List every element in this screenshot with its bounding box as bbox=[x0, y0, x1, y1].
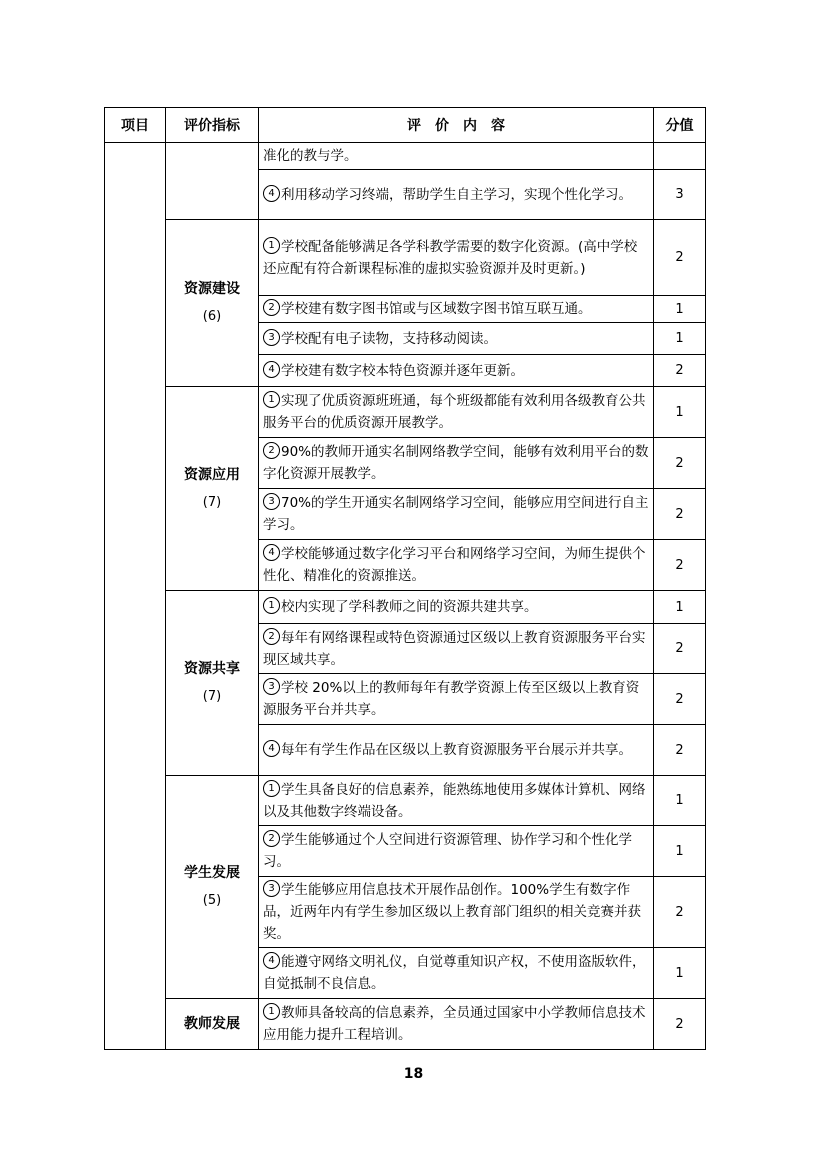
score-cell: 2 bbox=[654, 624, 706, 674]
category-cell bbox=[166, 776, 259, 999]
item-number: 4 bbox=[263, 185, 280, 202]
content-text: 学校能够通过数字化学习平台和网络学习空间，为师生提供个性化、精准化的资源推送。 bbox=[263, 546, 646, 584]
item-number: 4 bbox=[263, 544, 280, 561]
header-content: 评 价 内 容 bbox=[259, 108, 654, 143]
content-text: 学校建有数字校本特色资源并逐年更新。 bbox=[281, 362, 524, 379]
score-cell: 2 bbox=[654, 489, 706, 540]
indicator-cell-continued bbox=[166, 143, 259, 220]
score-cell: 2 bbox=[654, 540, 706, 591]
category-points: (7) bbox=[202, 494, 222, 510]
content-cell bbox=[259, 624, 654, 674]
table-row bbox=[105, 776, 706, 826]
content-text: 实现了优质资源班班通，每个班级都能有效利用各级教育公共服务平台的优质资源开展教学。 bbox=[263, 393, 646, 431]
content-cell bbox=[259, 489, 654, 540]
content-text: 利用移动学习终端，帮助学生自主学习，实现个性化学习。 bbox=[281, 186, 632, 203]
category-name: 学生发展 bbox=[184, 865, 240, 881]
table-row bbox=[105, 591, 706, 624]
item-number: 3 bbox=[263, 329, 280, 346]
page-number: 18 bbox=[403, 1066, 424, 1082]
content-text: 学生能够通过个人空间进行资源管理、协作学习和个性化学习。 bbox=[263, 832, 632, 870]
category-points: (5) bbox=[202, 893, 222, 908]
score-cell: 1 bbox=[654, 591, 706, 624]
content-text: 学生能够应用信息技术开展作品创作。100%学生有数字作品，近两年内有学生参加区级以上教育部门组织的相关竞赛并获奖。 bbox=[263, 882, 641, 942]
item-number: 3 bbox=[263, 678, 280, 695]
category-cell bbox=[166, 999, 259, 1050]
category-name: 资源应用 bbox=[184, 466, 240, 483]
content-text: 每年有网络课程或特色资源通过区级以上教育资源服务平台实现区域共享。 bbox=[263, 629, 646, 668]
item-number: 2 bbox=[263, 830, 280, 847]
content-cell bbox=[259, 674, 654, 725]
item-number: 2 bbox=[263, 628, 280, 645]
item-number: 2 bbox=[263, 442, 280, 459]
category-name: 教师发展 bbox=[184, 1016, 240, 1032]
content-cell bbox=[259, 540, 654, 591]
content-cell bbox=[259, 438, 654, 489]
header-score: 分值 bbox=[654, 108, 706, 143]
table-row bbox=[105, 143, 706, 170]
item-number: 4 bbox=[263, 952, 280, 969]
score-cell: 1 bbox=[654, 323, 706, 355]
content-cell bbox=[259, 877, 654, 948]
content-cell bbox=[259, 323, 654, 355]
header-indicator: 评价指标 bbox=[166, 108, 259, 143]
project-cell bbox=[105, 143, 166, 1050]
content-cell bbox=[259, 355, 654, 387]
score-cell: 2 bbox=[654, 220, 706, 296]
score-cell: 2 bbox=[654, 877, 706, 948]
content-cell bbox=[259, 725, 654, 776]
content-text: 学生具备良好的信息素养，能熟练地使用多媒体计算机、网络以及其他数字终端设备。 bbox=[263, 781, 646, 820]
content-text: 能遵守网络文明礼仪，自觉尊重知识产权，不使用盗版软件，自觉抵制不良信息。 bbox=[263, 954, 646, 992]
score-cell: 1 bbox=[654, 776, 706, 826]
content-cell bbox=[259, 999, 654, 1050]
content-cell bbox=[259, 776, 654, 826]
content-cell bbox=[259, 826, 654, 877]
content-text: 70%的学生开通实名制网络学习空间，能够应用空间进行自主学习。 bbox=[263, 495, 649, 533]
score-cell: 1 bbox=[654, 387, 706, 438]
item-number: 2 bbox=[263, 299, 280, 316]
category-cell bbox=[166, 387, 259, 591]
item-number: 4 bbox=[263, 361, 280, 378]
content-cell bbox=[259, 948, 654, 999]
table-row bbox=[105, 220, 706, 296]
score-cell: 2 bbox=[654, 674, 706, 725]
score-cell: 1 bbox=[654, 296, 706, 323]
score-cell: 2 bbox=[654, 438, 706, 489]
content-text: 学校建有数字图书馆或与区域数字图书馆互联互通。 bbox=[281, 301, 592, 317]
content-cell bbox=[259, 170, 654, 220]
score-cell: 3 bbox=[654, 170, 706, 220]
content-text: 每年有学生作品在区级以上教育资源服务平台展示并共享。 bbox=[281, 742, 632, 758]
content-cell bbox=[259, 296, 654, 323]
item-number: 3 bbox=[263, 493, 280, 510]
content-text: 学校配备能够满足各学科教学需要的数字化资源。(高中学校还应配有符合新课程标准的虚拟实验资源并及时更新。) bbox=[263, 238, 638, 277]
item-number: 1 bbox=[263, 1003, 280, 1020]
item-number: 1 bbox=[263, 237, 280, 254]
score-cell: 1 bbox=[654, 826, 706, 877]
content-text: 90%的教师开通实名制网络教学空间，能够有效利用平台的数字化资源开展教学。 bbox=[263, 444, 649, 482]
category-cell bbox=[166, 591, 259, 776]
header-project: 项目 bbox=[105, 108, 166, 143]
score-cell bbox=[654, 143, 706, 170]
content-text: 教师具备较高的信息素养，全员通过国家中小学教师信息技术应用能力提升工程培训。 bbox=[263, 1005, 646, 1043]
score-cell: 2 bbox=[654, 355, 706, 387]
content-text: 准化的教与学。 bbox=[263, 148, 358, 164]
content-cell bbox=[259, 143, 654, 170]
item-number: 1 bbox=[263, 597, 280, 614]
table-row bbox=[105, 387, 706, 438]
header-row bbox=[105, 108, 706, 143]
item-number: 4 bbox=[263, 740, 280, 757]
category-name: 资源建设 bbox=[184, 281, 240, 297]
score-cell: 1 bbox=[654, 948, 706, 999]
score-cell: 2 bbox=[654, 999, 706, 1050]
category-points: (6) bbox=[202, 309, 222, 324]
item-number: 1 bbox=[263, 780, 280, 797]
content-cell bbox=[259, 220, 654, 296]
item-number: 3 bbox=[263, 880, 280, 897]
content-text: 校内实现了学科教师之间的资源共建共享。 bbox=[281, 599, 538, 615]
content-cell bbox=[259, 387, 654, 438]
category-cell bbox=[166, 220, 259, 387]
content-text: 学校 20%以上的教师每年有教学资源上传至区级以上教育资源服务平台并共享。 bbox=[263, 680, 640, 718]
score-cell: 2 bbox=[654, 725, 706, 776]
category-name: 资源共享 bbox=[184, 661, 240, 677]
category-points: (7) bbox=[202, 689, 222, 704]
content-cell bbox=[259, 591, 654, 624]
item-number: 1 bbox=[263, 391, 280, 408]
table-row bbox=[105, 999, 706, 1050]
content-text: 学校配有电子读物，支持移动阅读。 bbox=[281, 330, 497, 347]
evaluation-table bbox=[104, 107, 706, 1050]
